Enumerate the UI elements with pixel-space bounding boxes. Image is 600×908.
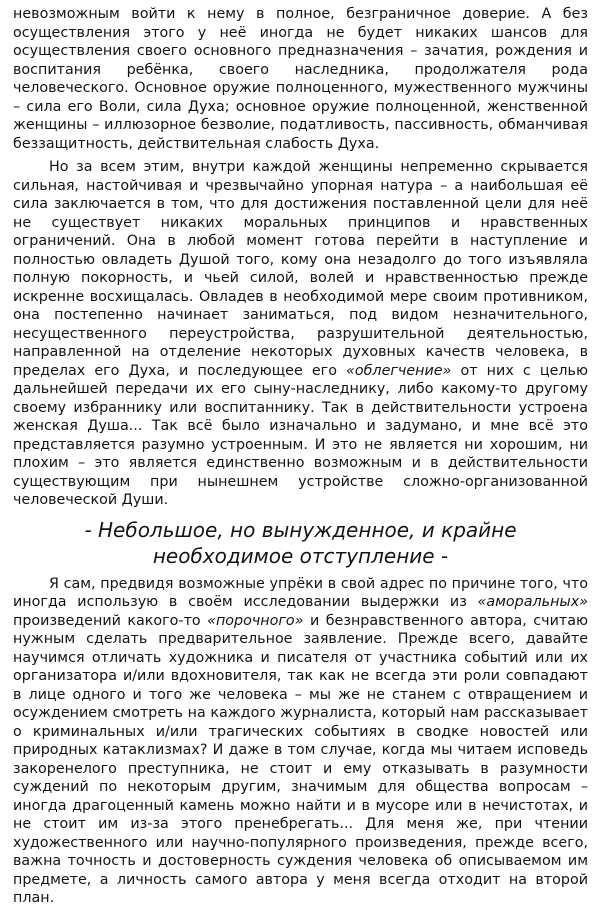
section-heading — [13, 517, 588, 569]
paragraph-text: от них с целью дальнейшей передачи их его сыну-наследнику, либо какому-то другому своему избраннику или воспитаннику. Так в действительности устроена женская Душа... Так всё было изначально и задумано, и мне всё это представляется разумно устроенным. И это не является ни хорошим, ни плохим – это является единственно возможным и в действительности существующим при нынешнем устройстве сложно-организованной человеческой Души. — [13, 362, 588, 508]
section-heading-line-2: необходимое отступление - — [152, 543, 449, 568]
paragraph-text: Я сам, предвидя возможные упрёки в свой адрес по причине того, что иногда использую в своём исследовании выдержки из — [13, 575, 588, 610]
paragraph-text: Но за всем этим, внутри каждой женщины непременно скрывается сильная, настойчивая и чрезвычайно упорная натура – а наибольшая её сила заключается в том, что для достижения поставленной цели для неё не существует никаких моральных принципов и нравственных ограничений. Она в любой момент готова перейти в наступление и полностью овладеть Душой того, кому она незадолго до того изъявляла полную покорность, и чьей силой, волей и нравственностью прежде искренне восхищалась. Овладев в необходимой мере своим противником, она постепенно начинает заниматься, под видом незначительного, несущественного переустройства, разрушительной деятельностью, направленной на отделение некоторых духовных качеств человека, в пределах его Духа, и последующее его — [13, 159, 588, 379]
paragraph-woman-nature — [13, 158, 588, 510]
paragraph-text: произведений какого-то — [13, 612, 208, 629]
paragraph-text: и безнравственного автора, считаю нужным сделать предварительное заявление. Прежде всего, давайте научимся отличать художника и писателя от участника событий или их организатора и/или вдохновителя, так как не всегда эти роли совпадают в лице одного и того же человека – мы же не станем с отвращением и осуждением смотреть на каждого журналиста, который нам рассказывает о криминальных и/или трагических событиях в сводке новостей или природных катаклизмах? И даже в том случае, когда мы читаем исповедь закоренелого преступника, не стоит и ему отказывать в разумности суждений по некоторым другим, значимым для общества вопросам – иногда драгоценный камень можно найти и в мусоре или в нечистотах, и не стоит им из-за этого пренебрегать... Для меня же, при чтении художественного или научно-популярного произведения, прежде всего, важна точность и достоверность суждения человека об описываемом им предмете, а личность самого автора у меня всегда отходит на второй план. — [13, 612, 588, 906]
paragraph-continuation: невозможным войти к нему в полное, безграничное доверие. А без осуществления этого у неё иногда не будет никаких шансов для осуществления своего основного предназначения – зачатия, рождения и воспитания ребёнка, своего наследника, продолжателя рода человеческого. Основное оружие полноценного, мужественного мужчины – сила его Воли, сила Духа; основное оружие полноценной, женственной женщины – иллюзорное безволие, податливость, пассивность, обманчивая беззащитность, действительная слабость Духа. — [13, 6, 588, 152]
section-heading-line-1: - Небольшое, но вынужденное, и крайне — [84, 517, 517, 542]
emphasis-porochnogo: «порочного» — [207, 612, 304, 629]
paragraph-author-disclaimer — [13, 575, 588, 908]
emphasis-oblegchenie: «облегчение» — [346, 362, 452, 379]
emphasis-amoralnyh: «аморальных» — [477, 594, 588, 610]
